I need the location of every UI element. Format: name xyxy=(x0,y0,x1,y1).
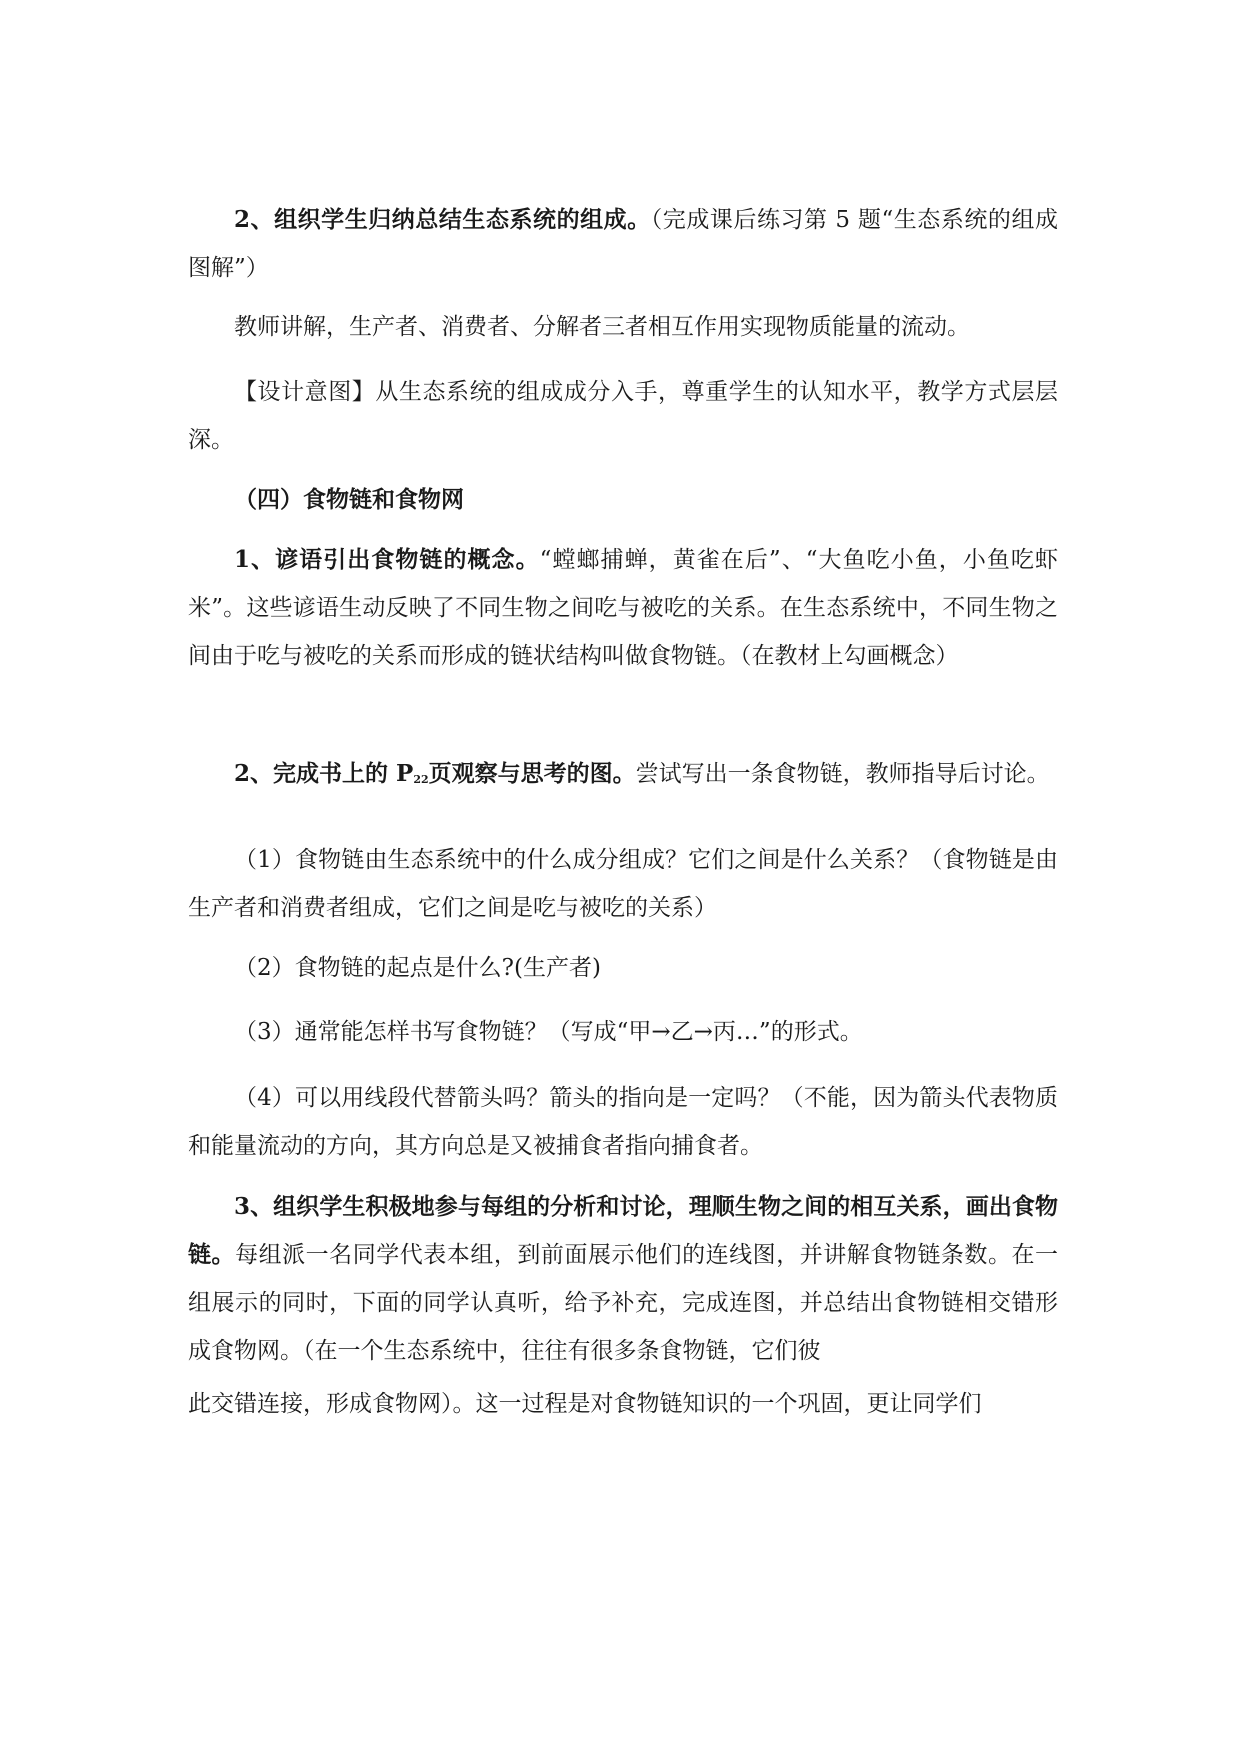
paragraph-text: （完成课后练习第 5 题“生态系统的组成图解”） xyxy=(188,207,1058,281)
bold-lead: 1、谚语引出食物链的概念。 xyxy=(234,546,540,573)
bold-lead: 2、组织学生归纳总结生态系统的组成。 xyxy=(234,206,651,233)
paragraph-proverb-concept xyxy=(188,536,1058,680)
bold-lead-a: 2、完成书上的 P xyxy=(234,760,414,787)
page-subscript: 22 xyxy=(413,773,429,786)
paragraph-composition-summary xyxy=(188,196,1058,292)
paragraph-text: “螳螂捕蝉，黄雀在后”、“大鱼吃小鱼，小鱼吃虾米”。这些谚语生动反映了不同生物之间吃与被吃的关系。在生态系统中，不同生物之间由于吃与被吃的关系而形成的链状结构叫做食物链。（在教材上勾画概念） xyxy=(188,547,1058,669)
paragraph-teacher-explains: 教师讲解，生产者、消费者、分解者三者相互作用实现物质能量的流动。 xyxy=(234,314,970,340)
question-1: （1）食物链由生态系统中的什么成分组成？它们之间是什么关系？（食物链是由生产者和消费者组成，它们之间是吃与被吃的关系） xyxy=(188,847,1058,921)
paragraph-design-intent: 【设计意图】从生态系统的组成成分入手，尊重学生的认知水平，教学方式层层深。 xyxy=(188,379,1058,453)
paragraph-text: 尝试写出一条食物链，教师指导后讨论。 xyxy=(635,761,1050,787)
question-3: （3）通常能怎样书写食物链？（写成“甲→乙→丙…”的形式。 xyxy=(234,1019,863,1045)
question-2: （2）食物链的起点是什么?(生产者) xyxy=(234,955,601,981)
paragraph-group-discussion xyxy=(188,1183,1058,1375)
question-4: （4）可以用线段代替箭头吗？箭头的指向是一定吗？（不能，因为箭头代表物质和能量流动的方向，其方向总是又被捕食者指向捕食者。 xyxy=(188,1085,1058,1159)
bold-lead: 3、组织学生积极地参与每组的分析和讨论，理顺生物之间的相互关系，画出食物链。 xyxy=(188,1193,1058,1268)
paragraph-textbook-figure xyxy=(188,750,1058,804)
paragraph-text: 每组派一名同学代表本组，到前面展示他们的连线图，并讲解食物链条数。在一组展示的同时，下面的同学认真听，给予补充，完成连图，并总结出食物链相交错形成食物网。（在一个生态系统中，往往有很多条食物链，它们彼 xyxy=(188,1242,1059,1364)
section-heading-food-chain: （四）食物链和食物网 xyxy=(234,486,464,513)
paragraph-continuation: 此交错连接，形成食物网）。这一过程是对食物链知识的一个巩固，更让同学们 xyxy=(188,1391,982,1417)
bold-lead-b: 页观察与思考的图。 xyxy=(428,760,636,787)
